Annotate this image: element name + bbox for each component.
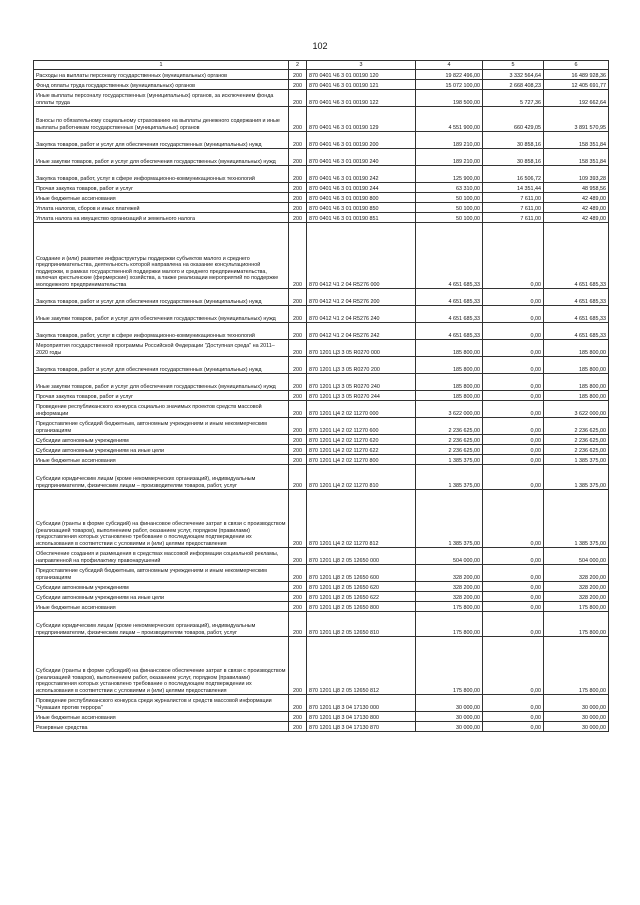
table-row bbox=[34, 132, 609, 149]
row-name-cell: Проведение республиканского конкурса среди журналистов и средств массовой информации "Чувашия против террора" bbox=[34, 695, 289, 712]
row-col2-cell: 200 bbox=[289, 445, 307, 455]
table-row bbox=[34, 80, 609, 90]
row-col2-cell: 200 bbox=[289, 548, 307, 565]
row-value-6-cell: 2 236 625,00 bbox=[544, 418, 609, 435]
row-code-cell: 870 0401 Ч6 3 01 00190 242 bbox=[307, 166, 416, 183]
row-code-cell: 870 1201 Ц8 2 05 12650 622 bbox=[307, 592, 416, 602]
row-code-cell: 870 1201 Ц3 3 05 R0270 200 bbox=[307, 357, 416, 374]
row-value-6-cell: 42 489,00 bbox=[544, 203, 609, 213]
table-row bbox=[34, 548, 609, 565]
row-value-4-cell: 50 100,00 bbox=[416, 203, 483, 213]
row-col2-cell: 200 bbox=[289, 695, 307, 712]
table-row bbox=[34, 90, 609, 107]
row-value-5-cell: 0,00 bbox=[483, 374, 544, 391]
row-value-4-cell: 3 622 000,00 bbox=[416, 401, 483, 418]
row-value-5-cell: 0,00 bbox=[483, 223, 544, 289]
header-row bbox=[34, 61, 609, 70]
table-row bbox=[34, 223, 609, 289]
row-col2-cell: 200 bbox=[289, 80, 307, 90]
row-value-4-cell: 19 822 496,00 bbox=[416, 70, 483, 80]
header-cell-6: 6 bbox=[544, 61, 609, 70]
row-name-cell: Иные закупки товаров, работ и услуг для обеспечения государственных (муниципальных) нужд bbox=[34, 306, 289, 323]
row-value-5-cell: 0,00 bbox=[483, 340, 544, 357]
table-row bbox=[34, 637, 609, 695]
row-value-4-cell: 50 100,00 bbox=[416, 193, 483, 203]
row-value-6-cell: 1 385 375,00 bbox=[544, 465, 609, 490]
row-value-5-cell: 0,00 bbox=[483, 582, 544, 592]
row-value-5-cell: 0,00 bbox=[483, 289, 544, 306]
header-cell-3: 3 bbox=[307, 61, 416, 70]
row-value-6-cell: 328 200,00 bbox=[544, 592, 609, 602]
row-value-6-cell: 109 393,28 bbox=[544, 166, 609, 183]
row-col2-cell: 200 bbox=[289, 132, 307, 149]
table-row bbox=[34, 722, 609, 732]
row-code-cell: 870 1201 Ц8 3 04 17130 800 bbox=[307, 712, 416, 722]
row-name-cell: Субсидии юридическим лицам (кроме некоммерческих организаций), индивидуальным предпринимателям, физическим лицам – производителям товаров, работ, услуг bbox=[34, 465, 289, 490]
row-value-6-cell: 16 489 928,36 bbox=[544, 70, 609, 80]
row-value-5-cell: 0,00 bbox=[483, 592, 544, 602]
table-row bbox=[34, 166, 609, 183]
row-code-cell: 870 1201 Ц3 3 05 R0270 000 bbox=[307, 340, 416, 357]
row-code-cell: 870 0401 Ч6 3 01 00190 851 bbox=[307, 213, 416, 223]
row-value-4-cell: 4 551 900,00 bbox=[416, 107, 483, 132]
table-row bbox=[34, 435, 609, 445]
row-code-cell: 870 1201 Ц4 2 02 11270 800 bbox=[307, 455, 416, 465]
row-value-5-cell: 7 611,00 bbox=[483, 193, 544, 203]
row-value-5-cell: 0,00 bbox=[483, 455, 544, 465]
row-code-cell: 870 0401 Ч6 3 01 00190 129 bbox=[307, 107, 416, 132]
row-value-5-cell: 30 858,16 bbox=[483, 149, 544, 166]
table-row bbox=[34, 455, 609, 465]
row-value-5-cell: 0,00 bbox=[483, 637, 544, 695]
row-name-cell: Расходы на выплаты персоналу государственных (муниципальных) органов bbox=[34, 70, 289, 80]
row-value-5-cell: 14 351,44 bbox=[483, 183, 544, 193]
row-name-cell: Предоставление субсидий бюджетным, автономным учреждениям и иным некоммерческим организациям bbox=[34, 565, 289, 582]
row-value-6-cell: 4 651 685,33 bbox=[544, 323, 609, 340]
table-row bbox=[34, 612, 609, 637]
row-col2-cell: 200 bbox=[289, 357, 307, 374]
row-value-4-cell: 1 385 375,00 bbox=[416, 490, 483, 548]
row-code-cell: 870 1201 Ц8 2 05 12650 620 bbox=[307, 582, 416, 592]
row-value-6-cell: 3 622 000,00 bbox=[544, 401, 609, 418]
row-value-5-cell: 5 727,36 bbox=[483, 90, 544, 107]
row-value-4-cell: 504 000,00 bbox=[416, 548, 483, 565]
row-col2-cell: 200 bbox=[289, 183, 307, 193]
table-row bbox=[34, 289, 609, 306]
row-col2-cell: 200 bbox=[289, 70, 307, 80]
row-value-4-cell: 328 200,00 bbox=[416, 582, 483, 592]
row-value-6-cell: 192 662,64 bbox=[544, 90, 609, 107]
row-col2-cell: 200 bbox=[289, 582, 307, 592]
row-value-4-cell: 175 800,00 bbox=[416, 602, 483, 612]
row-code-cell: 870 0412 Ч1 2 04 R5276 200 bbox=[307, 289, 416, 306]
row-code-cell: 870 0401 Ч6 3 01 00190 240 bbox=[307, 149, 416, 166]
row-value-6-cell: 328 200,00 bbox=[544, 582, 609, 592]
row-code-cell: 870 0412 Ч1 2 04 R5276 000 bbox=[307, 223, 416, 289]
row-value-5-cell: 0,00 bbox=[483, 401, 544, 418]
header-cell-4: 4 bbox=[416, 61, 483, 70]
table-row bbox=[34, 592, 609, 602]
row-name-cell: Иные выплаты персоналу государственных (муниципальных) органов, за исключением фонда оплаты труда bbox=[34, 90, 289, 107]
row-col2-cell: 200 bbox=[289, 203, 307, 213]
table-row bbox=[34, 193, 609, 203]
row-value-4-cell: 1 385 375,00 bbox=[416, 465, 483, 490]
row-code-cell: 870 1201 Ц8 2 05 12650 600 bbox=[307, 565, 416, 582]
row-name-cell: Резервные средства bbox=[34, 722, 289, 732]
row-col2-cell: 200 bbox=[289, 323, 307, 340]
row-name-cell: Обеспечение создания и размещения в средствах массовой информации социальной рекламы, направленной на профилактику правонарушений bbox=[34, 548, 289, 565]
row-value-5-cell: 7 611,00 bbox=[483, 213, 544, 223]
table-row bbox=[34, 465, 609, 490]
table-row bbox=[34, 602, 609, 612]
row-value-5-cell: 0,00 bbox=[483, 612, 544, 637]
table-row bbox=[34, 401, 609, 418]
row-value-4-cell: 4 651 685,33 bbox=[416, 223, 483, 289]
row-code-cell: 870 0412 Ч1 2 04 R5276 242 bbox=[307, 323, 416, 340]
row-value-6-cell: 4 651 685,33 bbox=[544, 223, 609, 289]
row-col2-cell: 200 bbox=[289, 565, 307, 582]
row-code-cell: 870 0412 Ч1 2 04 R5276 240 bbox=[307, 306, 416, 323]
row-value-4-cell: 50 100,00 bbox=[416, 213, 483, 223]
row-name-cell: Фонд оплаты труда государственных (муниципальных) органов bbox=[34, 80, 289, 90]
row-value-5-cell: 0,00 bbox=[483, 722, 544, 732]
row-value-4-cell: 185 800,00 bbox=[416, 357, 483, 374]
row-value-5-cell: 7 611,00 bbox=[483, 203, 544, 213]
row-code-cell: 870 1201 Ц8 2 05 12650 800 bbox=[307, 602, 416, 612]
row-col2-cell: 200 bbox=[289, 107, 307, 132]
row-value-4-cell: 2 236 625,00 bbox=[416, 418, 483, 435]
row-value-4-cell: 125 900,00 bbox=[416, 166, 483, 183]
row-col2-cell: 200 bbox=[289, 418, 307, 435]
row-col2-cell: 200 bbox=[289, 90, 307, 107]
row-code-cell: 870 1201 Ц8 2 05 12650 810 bbox=[307, 612, 416, 637]
row-name-cell: Субсидии (гранты в форме субсидий) на финансовое обеспечение затрат в связи с производством (реализацией товаров), выполнением работ, оказанием услуг, порядком (правилами) предоставления которых установлено требование о последующем подтверждении их использования в соответствии с условиями и (или) целями предоставления bbox=[34, 637, 289, 695]
row-value-4-cell: 63 310,00 bbox=[416, 183, 483, 193]
table-row bbox=[34, 203, 609, 213]
row-value-4-cell: 2 236 625,00 bbox=[416, 445, 483, 455]
row-code-cell: 870 1201 Ц8 3 04 17130 000 bbox=[307, 695, 416, 712]
row-value-5-cell: 0,00 bbox=[483, 323, 544, 340]
table-row bbox=[34, 391, 609, 401]
table-row bbox=[34, 445, 609, 455]
row-value-6-cell: 42 489,00 bbox=[544, 213, 609, 223]
row-name-cell: Иные бюджетные ассигнования bbox=[34, 455, 289, 465]
row-col2-cell: 200 bbox=[289, 340, 307, 357]
row-value-4-cell: 4 651 685,33 bbox=[416, 323, 483, 340]
row-value-5-cell: 0,00 bbox=[483, 465, 544, 490]
row-value-4-cell: 185 800,00 bbox=[416, 340, 483, 357]
header-cell-5: 5 bbox=[483, 61, 544, 70]
row-col2-cell: 200 bbox=[289, 213, 307, 223]
row-value-6-cell: 30 000,00 bbox=[544, 722, 609, 732]
row-code-cell: 870 1201 Ц4 2 02 11270 622 bbox=[307, 445, 416, 455]
row-value-6-cell: 1 385 375,00 bbox=[544, 490, 609, 548]
row-code-cell: 870 1201 Ц8 2 05 12650 812 bbox=[307, 637, 416, 695]
row-value-6-cell: 175 800,00 bbox=[544, 602, 609, 612]
row-value-6-cell: 504 000,00 bbox=[544, 548, 609, 565]
row-code-cell: 870 1201 Ц4 2 02 11270 812 bbox=[307, 490, 416, 548]
row-name-cell: Мероприятия государственной программы Российской Федерации "Доступная среда" на 2011–2020 годы bbox=[34, 340, 289, 357]
table-row bbox=[34, 374, 609, 391]
row-value-6-cell: 12 405 691,77 bbox=[544, 80, 609, 90]
table-row bbox=[34, 323, 609, 340]
row-value-5-cell: 0,00 bbox=[483, 445, 544, 455]
row-col2-cell: 200 bbox=[289, 722, 307, 732]
row-name-cell: Прочая закупка товаров, работ и услуг bbox=[34, 391, 289, 401]
table-row bbox=[34, 306, 609, 323]
row-name-cell: Иные закупки товаров, работ и услуг для обеспечения государственных (муниципальных) нужд bbox=[34, 374, 289, 391]
row-code-cell: 870 0401 Ч6 3 01 00190 850 bbox=[307, 203, 416, 213]
row-code-cell: 870 0401 Ч6 3 01 00190 800 bbox=[307, 193, 416, 203]
row-name-cell: Иные бюджетные ассигнования bbox=[34, 712, 289, 722]
row-value-6-cell: 175 800,00 bbox=[544, 637, 609, 695]
row-value-6-cell: 48 958,56 bbox=[544, 183, 609, 193]
budget-table bbox=[33, 60, 609, 732]
row-col2-cell: 200 bbox=[289, 223, 307, 289]
row-value-5-cell: 3 332 564,64 bbox=[483, 70, 544, 80]
header-cell-2: 2 bbox=[289, 61, 307, 70]
row-value-4-cell: 4 651 685,33 bbox=[416, 289, 483, 306]
row-value-4-cell: 175 800,00 bbox=[416, 612, 483, 637]
row-value-5-cell: 0,00 bbox=[483, 490, 544, 548]
row-value-6-cell: 328 200,00 bbox=[544, 565, 609, 582]
row-value-6-cell: 158 351,84 bbox=[544, 149, 609, 166]
table-row bbox=[34, 565, 609, 582]
row-code-cell: 870 0401 Ч6 3 01 00190 121 bbox=[307, 80, 416, 90]
row-code-cell: 870 1201 Ц8 3 04 17130 870 bbox=[307, 722, 416, 732]
row-name-cell: Закупка товаров, работ и услуг для обеспечения государственных (муниципальных) нужд bbox=[34, 132, 289, 149]
row-col2-cell: 200 bbox=[289, 149, 307, 166]
row-col2-cell: 200 bbox=[289, 193, 307, 203]
row-name-cell: Иные закупки товаров, работ и услуг для обеспечения государственных (муниципальных) нужд bbox=[34, 149, 289, 166]
row-value-6-cell: 30 000,00 bbox=[544, 695, 609, 712]
table-row bbox=[34, 712, 609, 722]
row-value-4-cell: 30 000,00 bbox=[416, 712, 483, 722]
table-row bbox=[34, 357, 609, 374]
row-value-6-cell: 185 800,00 bbox=[544, 340, 609, 357]
row-value-5-cell: 660 429,05 bbox=[483, 107, 544, 132]
row-col2-cell: 200 bbox=[289, 592, 307, 602]
row-col2-cell: 200 bbox=[289, 306, 307, 323]
row-value-4-cell: 185 800,00 bbox=[416, 391, 483, 401]
row-col2-cell: 200 bbox=[289, 455, 307, 465]
row-value-6-cell: 185 800,00 bbox=[544, 374, 609, 391]
row-value-4-cell: 189 210,00 bbox=[416, 149, 483, 166]
row-code-cell: 870 0401 Ч6 3 01 00190 122 bbox=[307, 90, 416, 107]
row-value-6-cell: 3 891 570,95 bbox=[544, 107, 609, 132]
table-row bbox=[34, 107, 609, 132]
row-name-cell: Создание и (или) развитие инфраструктуры поддержки субъектов малого и среднего предпринимательства, деятельность которой направлена на оказание консультационной поддержки, в рамках государственной поддержки малого и среднего предпринимательства, включая крестьянские (фермерские) хозяйства, а также реализации мероприятий по поддержке молодежного предпринимательства bbox=[34, 223, 289, 289]
row-name-cell: Закупка товаров, работ и услуг для обеспечения государственных (муниципальных) нужд bbox=[34, 357, 289, 374]
row-code-cell: 870 1201 Ц3 3 05 R0270 244 bbox=[307, 391, 416, 401]
row-name-cell: Закупка товаров, работ и услуг для обеспечения государственных (муниципальных) нужд bbox=[34, 289, 289, 306]
row-value-4-cell: 15 072 100,00 bbox=[416, 80, 483, 90]
table-row bbox=[34, 70, 609, 80]
row-value-6-cell: 185 800,00 bbox=[544, 391, 609, 401]
row-value-6-cell: 4 651 685,33 bbox=[544, 289, 609, 306]
row-col2-cell: 200 bbox=[289, 602, 307, 612]
row-name-cell: Субсидии (гранты в форме субсидий) на финансовое обеспечение затрат в связи с производством (реализацией товаров), выполнением работ, оказанием услуг, порядком (правилами) предоставления которых установлено требование о последующем подтверждении их использования в соответствии с условиями и (или) целями предоставления bbox=[34, 490, 289, 548]
row-value-5-cell: 0,00 bbox=[483, 306, 544, 323]
row-code-cell: 870 1201 Ц4 2 02 11270 000 bbox=[307, 401, 416, 418]
row-code-cell: 870 1201 Ц3 3 05 R0270 240 bbox=[307, 374, 416, 391]
row-value-5-cell: 0,00 bbox=[483, 357, 544, 374]
row-col2-cell: 200 bbox=[289, 401, 307, 418]
row-name-cell: Субсидии автономным учреждениям на иные цели bbox=[34, 592, 289, 602]
row-col2-cell: 200 bbox=[289, 637, 307, 695]
row-name-cell: Уплата налогов, сборов и иных платежей bbox=[34, 203, 289, 213]
row-value-5-cell: 0,00 bbox=[483, 418, 544, 435]
row-value-4-cell: 328 200,00 bbox=[416, 565, 483, 582]
row-name-cell: Закупка товаров, работ, услуг в сфере информационно-коммуникационных технологий bbox=[34, 323, 289, 340]
row-name-cell: Субсидии автономным учреждениям bbox=[34, 435, 289, 445]
row-value-4-cell: 1 385 375,00 bbox=[416, 455, 483, 465]
row-value-5-cell: 30 858,16 bbox=[483, 132, 544, 149]
row-value-4-cell: 198 500,00 bbox=[416, 90, 483, 107]
row-value-5-cell: 0,00 bbox=[483, 435, 544, 445]
row-name-cell: Субсидии юридическим лицам (кроме некоммерческих организаций), индивидуальным предпринимателям, физическим лицам – производителям товаров, работ, услуг bbox=[34, 612, 289, 637]
row-name-cell: Иные бюджетные ассигнования bbox=[34, 193, 289, 203]
row-value-4-cell: 4 651 685,33 bbox=[416, 306, 483, 323]
row-code-cell: 870 1201 Ц4 2 02 11270 810 bbox=[307, 465, 416, 490]
row-value-6-cell: 185 800,00 bbox=[544, 357, 609, 374]
row-name-cell: Субсидии автономным учреждениям на иные цели bbox=[34, 445, 289, 455]
row-col2-cell: 200 bbox=[289, 435, 307, 445]
row-value-5-cell: 0,00 bbox=[483, 548, 544, 565]
row-name-cell: Закупка товаров, работ, услуг в сфере информационно-коммуникационных технологий bbox=[34, 166, 289, 183]
row-col2-cell: 200 bbox=[289, 490, 307, 548]
table-row bbox=[34, 213, 609, 223]
table-row bbox=[34, 340, 609, 357]
row-value-4-cell: 30 000,00 bbox=[416, 695, 483, 712]
row-col2-cell: 200 bbox=[289, 391, 307, 401]
row-value-4-cell: 185 800,00 bbox=[416, 374, 483, 391]
row-code-cell: 870 0401 Ч6 3 01 00190 200 bbox=[307, 132, 416, 149]
row-value-4-cell: 328 200,00 bbox=[416, 592, 483, 602]
row-col2-cell: 200 bbox=[289, 465, 307, 490]
page-number: 102 bbox=[312, 41, 328, 51]
row-name-cell: Проведение республиканского конкурса социально значимых проектов средств массовой информации bbox=[34, 401, 289, 418]
row-value-5-cell: 0,00 bbox=[483, 695, 544, 712]
table-row bbox=[34, 695, 609, 712]
row-value-6-cell: 2 236 625,00 bbox=[544, 445, 609, 455]
row-value-5-cell: 16 506,72 bbox=[483, 166, 544, 183]
row-col2-cell: 200 bbox=[289, 612, 307, 637]
row-col2-cell: 200 bbox=[289, 289, 307, 306]
row-code-cell: 870 1201 Ц4 2 02 11270 620 bbox=[307, 435, 416, 445]
row-code-cell: 870 1201 Ц8 2 05 12650 000 bbox=[307, 548, 416, 565]
row-value-6-cell: 1 385 375,00 bbox=[544, 455, 609, 465]
table-row bbox=[34, 183, 609, 193]
row-value-6-cell: 42 489,00 bbox=[544, 193, 609, 203]
row-name-cell: Прочая закупка товаров, работ и услуг bbox=[34, 183, 289, 193]
row-value-6-cell: 30 000,00 bbox=[544, 712, 609, 722]
table-row bbox=[34, 490, 609, 548]
row-code-cell: 870 0401 Ч6 3 01 00190 244 bbox=[307, 183, 416, 193]
row-col2-cell: 200 bbox=[289, 712, 307, 722]
header-cell-1: 1 bbox=[34, 61, 289, 70]
row-col2-cell: 200 bbox=[289, 166, 307, 183]
row-name-cell: Субсидии автономным учреждениям bbox=[34, 582, 289, 592]
row-value-6-cell: 2 236 625,00 bbox=[544, 435, 609, 445]
row-name-cell: Уплата налога на имущество организаций и земельного налога bbox=[34, 213, 289, 223]
row-value-6-cell: 175 800,00 bbox=[544, 612, 609, 637]
row-name-cell: Предоставление субсидий бюджетным, автономным учреждениям и иным некоммерческим организациям bbox=[34, 418, 289, 435]
row-name-cell: Иные бюджетные ассигнования bbox=[34, 602, 289, 612]
row-code-cell: 870 1201 Ц4 2 02 11270 600 bbox=[307, 418, 416, 435]
row-value-6-cell: 4 651 685,33 bbox=[544, 306, 609, 323]
row-value-4-cell: 2 236 625,00 bbox=[416, 435, 483, 445]
table-body bbox=[34, 70, 609, 732]
table-row bbox=[34, 149, 609, 166]
row-value-4-cell: 30 000,00 bbox=[416, 722, 483, 732]
row-value-6-cell: 158 351,84 bbox=[544, 132, 609, 149]
row-value-5-cell: 0,00 bbox=[483, 565, 544, 582]
row-name-cell: Взносы по обязательному социальному страхованию на выплаты денежного содержания и иные выплаты работникам государственных (муниципальных) органов bbox=[34, 107, 289, 132]
row-value-5-cell: 0,00 bbox=[483, 391, 544, 401]
row-code-cell: 870 0401 Ч6 3 01 00190 120 bbox=[307, 70, 416, 80]
row-value-5-cell: 2 668 408,23 bbox=[483, 80, 544, 90]
row-value-5-cell: 0,00 bbox=[483, 602, 544, 612]
row-value-4-cell: 189 210,00 bbox=[416, 132, 483, 149]
table-row bbox=[34, 418, 609, 435]
row-col2-cell: 200 bbox=[289, 374, 307, 391]
table-row bbox=[34, 582, 609, 592]
row-value-4-cell: 175 800,00 bbox=[416, 637, 483, 695]
row-value-5-cell: 0,00 bbox=[483, 712, 544, 722]
